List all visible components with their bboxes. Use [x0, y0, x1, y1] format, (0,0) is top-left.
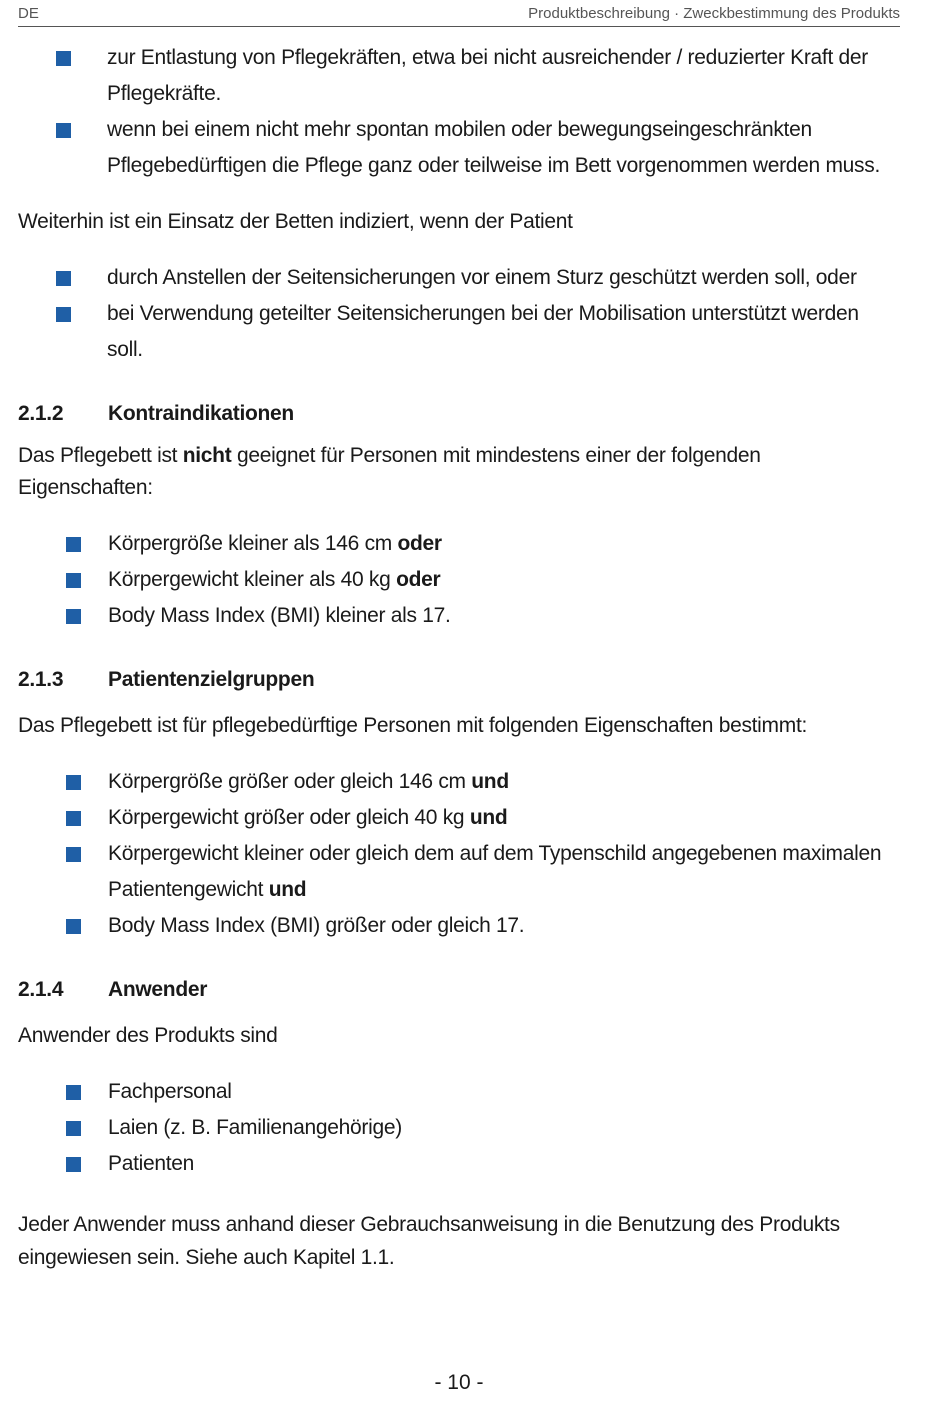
patient-list: [18, 260, 900, 368]
bullet-square-icon: [66, 537, 81, 552]
list-item: Körpergewicht kleiner oder gleich dem auf dem Typenschild angegebenen maximalen Patientengewicht und: [18, 836, 900, 908]
list-item: wenn bei einem nicht mehr spontan mobilen oder bewegungseingeschränkten Pflegebedürftigen die Pflege ganz oder teilweise im Bett vorgenommen werden muss.: [18, 112, 900, 184]
section-heading: 2.1.2 Kontraindikationen: [18, 402, 294, 425]
list-item: zur Entlastung von Pflegekräften, etwa bei nicht ausreichender / reduzierter Kraft der Pflegekräfte.: [18, 40, 900, 112]
target-group-list: [18, 764, 900, 944]
list-item: Laien (z. B. Familienangehörige): [18, 1110, 900, 1146]
paragraph: Jeder Anwender muss anhand dieser Gebrauchsanweisung in die Benutzung des Produkts eingewiesen sein. Siehe auch Kapitel 1.1.: [18, 1213, 840, 1269]
list-item: Körpergewicht kleiner als 40 kg oder: [18, 562, 900, 598]
language-label: DE: [18, 5, 39, 22]
bullet-square-icon: [56, 271, 71, 286]
bullet-square-icon: [66, 847, 81, 862]
list-item: Body Mass Index (BMI) größer oder gleich 17.: [18, 908, 900, 944]
bullet-square-icon: [66, 573, 81, 588]
bullet-square-icon: [66, 775, 81, 790]
list-item: Körpergröße kleiner als 146 cm oder: [18, 526, 900, 562]
bullet-square-icon: [66, 919, 81, 934]
page-body: [18, 40, 900, 1274]
list-item: Patienten: [18, 1146, 900, 1182]
bullet-square-icon: [66, 1085, 81, 1100]
list-item: Körpergewicht größer oder gleich 40 kg und: [18, 800, 900, 836]
page-header: [18, 4, 900, 27]
paragraph: Weiterhin ist ein Einsatz der Betten indiziert, wenn der Patient: [18, 210, 573, 233]
paragraph: Das Pflegebett ist für pflegebedürftige Personen mit folgenden Eigenschaften bestimmt:: [18, 714, 808, 737]
paragraph: Anwender des Produkts sind: [18, 1024, 278, 1047]
bullet-square-icon: [56, 51, 71, 66]
indication-list: [18, 40, 900, 184]
list-item: Körpergröße größer oder gleich 146 cm und: [18, 764, 900, 800]
section-title: Produktbeschreibung · Zweckbestimmung des Produkts: [528, 5, 900, 22]
list-item: Body Mass Index (BMI) kleiner als 17.: [18, 598, 900, 634]
bullet-square-icon: [66, 1121, 81, 1136]
list-item: durch Anstellen der Seitensicherungen vor einem Sturz geschützt werden soll, oder: [18, 260, 900, 296]
bullet-square-icon: [56, 123, 71, 138]
bullet-square-icon: [66, 1157, 81, 1172]
bullet-square-icon: [66, 811, 81, 826]
list-item: Fachpersonal: [18, 1074, 900, 1110]
section-heading: 2.1.3 Patientenzielgruppen: [18, 668, 315, 691]
page-number: - 10 -: [434, 1371, 484, 1394]
user-list: [18, 1074, 900, 1182]
section-heading: 2.1.4 Anwender: [18, 978, 208, 1001]
paragraph: Das Pflegebett ist nicht geeignet für Personen mit mindestens einer der folgenden Eigenschaften:: [18, 444, 761, 499]
list-item: bei Verwendung geteilter Seitensicherungen bei der Mobilisation unterstützt werden soll.: [18, 296, 900, 368]
bullet-square-icon: [66, 609, 81, 624]
bullet-square-icon: [56, 307, 71, 322]
contraindication-list: [18, 526, 900, 634]
